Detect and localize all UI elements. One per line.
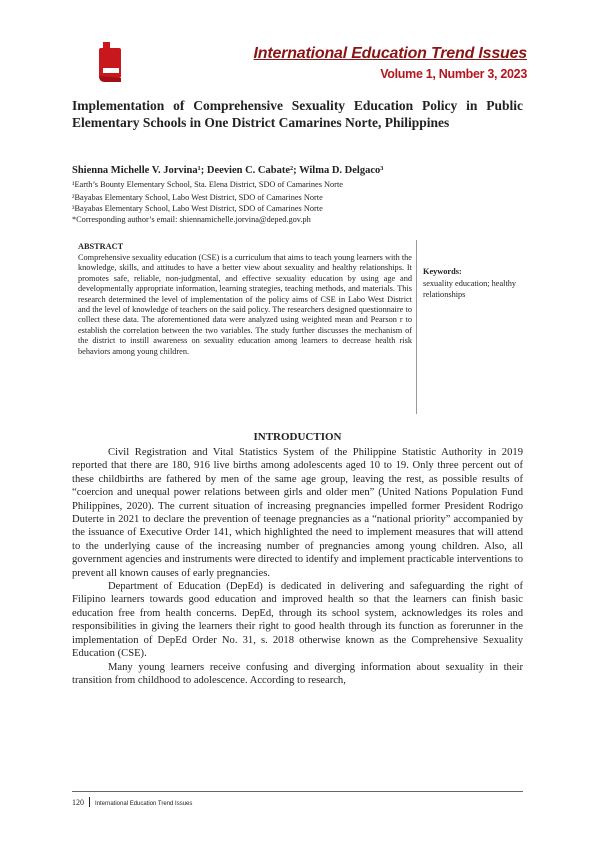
keywords-text: sexuality education; healthy relationships (423, 279, 517, 299)
affiliation: ¹Earth’s Bounty Elementary School, Sta. Elena District, SDO of Camarines Norte (72, 180, 343, 189)
book-logo-icon (97, 38, 125, 84)
authors: Shienna Michelle V. Jorvina¹; Deevien C. Cabate²; Wilma D. Delgaco³ (72, 165, 384, 176)
volume-info: Volume 1, Number 3, 2023 (380, 67, 527, 81)
page-footer (72, 797, 192, 807)
affiliation: ³Bayabas Elementary School, Labo West District, SDO of Camarines Norte (72, 204, 323, 213)
abstract-heading: ABSTRACT (78, 242, 124, 251)
keywords-heading: Keywords: (423, 267, 462, 276)
corresponding-email: *Corresponding author’s email: shiennamichelle.jorvina@deped.gov.ph (72, 215, 311, 224)
footer-separator (89, 797, 90, 807)
paragraph: Department of Education (DepEd) is dedicated in delivering and safeguarding the right of Filipino learners towards good education and improved health so that the learners can finish basic education free from health concerns. DepEd, through its school system, acknowledges its roles and responsibilities in giving the learners their right to good health through its function as forerunner in the implementation of DepEd Order No. 31, s. 2018 otherwise known as the Comprehensive Sexuality Education (CSE). (72, 581, 523, 660)
footer-journal-name: International Education Trend Issues (95, 801, 193, 807)
abstract-text: Comprehensive sexuality education (CSE) is a curriculum that aims to teach young learners with the knowledge, skills, and attitudes to have a better view about sexuality and healthy relationships. It promotes safe, reliable, non-judgmental, and effective sexuality education by using age and developmentally appropriate information, learning strategies, teaching methods, and materials. This research determined the level of implementation of the policy aims of CSE in Labo West District and the level of knowledge of teachers on the said policy. The researchers designed questionnaire to collect these data. The aforementioned data were analyzed using weighted mean and Pearson r to establish the correlation between the two variables. The study further discusses the mechanism of the district to instill awareness on sexuality education among learners to decrease health risk behaviors among young children. (78, 253, 412, 356)
abstract-box (78, 240, 417, 414)
footer-divider (72, 791, 523, 792)
paragraph: Many young learners receive confusing and diverging information about sexuality in their transition from childhood to adolescence. According to research, (72, 661, 523, 686)
paper-title: Implementation of Comprehensive Sexuality Education Policy in Public Elementary Schools in One District Camarines Norte, Philippines (72, 98, 523, 130)
journal-title: International Education Trend Issues (253, 45, 527, 62)
paragraph: Civil Registration and Vital Statistics System of the Philippine Statistic Authority in 2019 reported that there are 180, 916 live births among adolescents aged 10 to 19. Only three percent out of these childbirths are fathered by men of the same age group, leaving the rest, as possible results of “coercion and unequal power relations between girls and older men” (United Nations Population Fund Philippines, 2020). The current situation of increasing pregnancies impelled former President Rodrigo Duterte in 2021 to declare the prevention of teenage pregnancies as a “national priority” accompanied by the issuance of Executive Order 141, which highlighted the need to implement measures that will attend to the underlying cause of the increasing number of pregnancies among young children. Also, all government agencies and instruments were directed to identify and implement practicable interventions to prevent all known causes of early pregnancies. (72, 447, 523, 579)
section-heading-introduction: INTRODUCTION (253, 431, 342, 443)
introduction-body (72, 446, 523, 687)
affiliation: ²Bayabas Elementary School, Labo West District, SDO of Camarines Norte (72, 193, 323, 202)
page-number: 120 (72, 798, 84, 807)
